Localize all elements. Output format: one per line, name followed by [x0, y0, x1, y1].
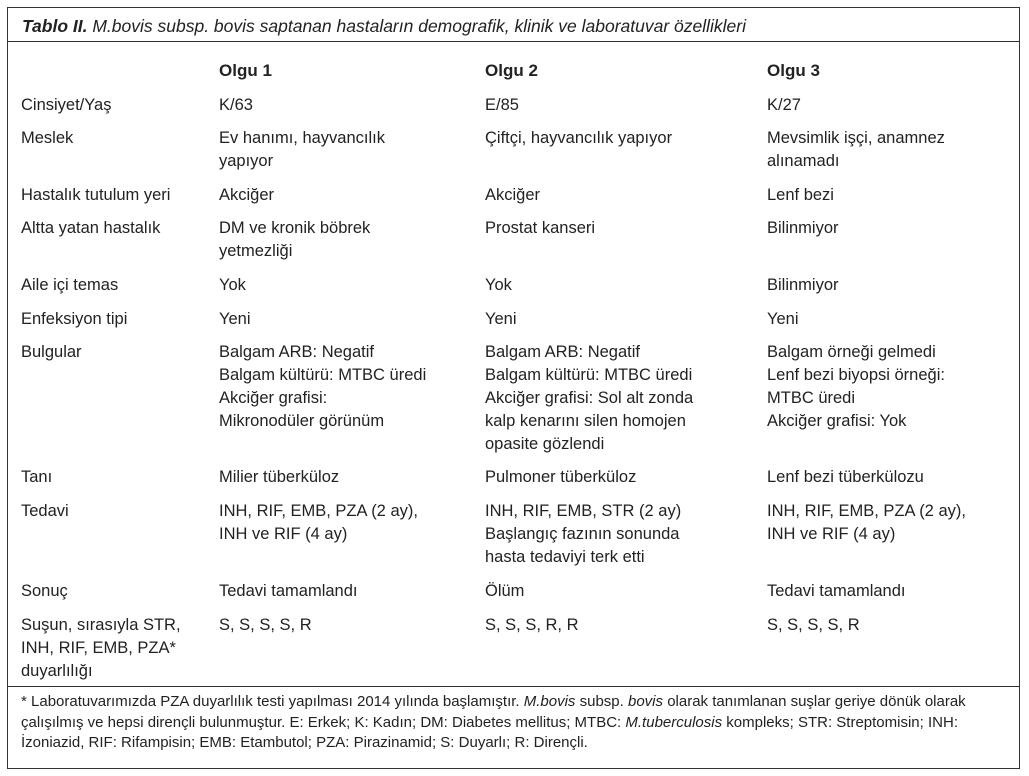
cell-olgu-3-line: INH, RIF, EMB, PZA (2 ay),	[767, 502, 966, 520]
row-label-line: Tedavi	[21, 502, 69, 520]
cell-olgu-3	[767, 308, 1007, 331]
cell-olgu-3	[767, 500, 1007, 546]
cell-olgu-2-line: kalp kenarını silen homojen	[485, 412, 686, 430]
cell-olgu-2-line: Balgam kültürü: MTBC üredi	[485, 366, 693, 384]
cell-olgu-1-line: Ev hanımı, hayvancılık	[219, 129, 385, 147]
cell-olgu-2-line: S, S, S, R, R	[485, 616, 579, 634]
cell-olgu-2-line: Pulmoner tüberküloz	[485, 468, 637, 486]
cell-olgu-1	[219, 308, 479, 331]
cell-olgu-1-line: Milier tüberküloz	[219, 468, 340, 486]
cell-olgu-1-line: yetmezliği	[219, 242, 293, 260]
row-label-line: duyarlılığı	[21, 662, 93, 680]
cell-olgu-3-line: Lenf bezi tüberkülozu	[767, 468, 924, 486]
cell-olgu-3	[767, 217, 1007, 240]
row-label	[21, 614, 206, 683]
row-label-line: INH, RIF, EMB, PZA*	[21, 639, 176, 657]
cell-olgu-1	[219, 184, 479, 207]
footnote-text-4: kompleks; STR: Streptomisin; INH: İzoniazid, RIF: Rifampisin; EMB: Etambutol; PZA: Pirazinamid; S: Duyarlı; R: Dirençli.	[21, 713, 958, 751]
cell-olgu-3	[767, 127, 1007, 173]
cell-olgu-3-line: Akciğer grafisi: Yok	[767, 412, 907, 430]
cell-olgu-3-line: K/27	[767, 96, 801, 114]
row-label	[21, 184, 206, 207]
cell-olgu-3	[767, 94, 1007, 117]
cell-olgu-1	[219, 94, 479, 117]
row-label-line: Meslek	[21, 129, 74, 147]
footnote-species: M.bovis	[523, 693, 576, 710]
footnote	[21, 692, 1011, 754]
cell-olgu-1	[219, 217, 479, 263]
cell-olgu-1-line: S, S, S, S, R	[219, 616, 312, 634]
cell-olgu-2	[485, 308, 755, 331]
row-label	[21, 466, 206, 489]
row-label	[21, 274, 206, 297]
cell-olgu-2	[485, 466, 755, 489]
cell-olgu-1-line: K/63	[219, 96, 253, 114]
cell-olgu-1	[219, 127, 479, 173]
cell-olgu-2-line: Akciğer grafisi: Sol alt zonda	[485, 389, 694, 407]
cell-olgu-1	[219, 274, 479, 297]
row-label	[21, 500, 206, 523]
cell-olgu-1-line: yapıyor	[219, 152, 274, 170]
cell-olgu-2-line: hasta tedaviyi terk etti	[485, 548, 645, 566]
footnote-text-1: * Laboratuvarımızda PZA duyarlılık testi yapılması 2014 yılında başlamıştır.	[21, 693, 520, 710]
cell-olgu-3-line: MTBC üredi	[767, 389, 856, 407]
row-label-line: Suşun, sırasıyla STR,	[21, 616, 181, 634]
row-label	[21, 341, 206, 364]
cell-olgu-2-line: Akciğer	[485, 186, 541, 204]
row-label	[21, 217, 206, 240]
cell-olgu-1	[219, 466, 479, 489]
cell-olgu-1-line: Tedavi tamamlandı	[219, 582, 358, 600]
cell-olgu-1-line: Yeni	[219, 310, 251, 328]
row-label	[21, 94, 206, 117]
cell-olgu-2	[485, 614, 755, 637]
cell-olgu-2-line: Prostat kanseri	[485, 219, 596, 237]
column-header-olgu-3: Olgu 3	[767, 61, 820, 80]
row-label-line: Cinsiyet/Yaş	[21, 96, 112, 114]
footnote-divider	[8, 686, 1020, 687]
table-title	[8, 8, 1020, 42]
row-label-line: Aile içi temas	[21, 276, 119, 294]
cell-olgu-2	[485, 94, 755, 117]
cell-olgu-2	[485, 580, 755, 603]
cell-olgu-3	[767, 580, 1007, 603]
cell-olgu-2-line: Ölüm	[485, 582, 525, 600]
cell-olgu-1	[219, 341, 479, 433]
row-label-line: Hastalık tutulum yeri	[21, 186, 171, 204]
cell-olgu-2	[485, 341, 755, 456]
cell-olgu-3	[767, 274, 1007, 297]
cell-olgu-2	[485, 184, 755, 207]
cell-olgu-1	[219, 614, 479, 637]
cell-olgu-1-line: DM ve kronik böbrek	[219, 219, 371, 237]
cell-olgu-1-line: INH, RIF, EMB, PZA (2 ay),	[219, 502, 418, 520]
cell-olgu-3	[767, 614, 1007, 637]
cell-olgu-3-line: INH ve RIF (4 ay)	[767, 525, 896, 543]
footnote-mtb: M.tuberculosis	[625, 713, 723, 731]
cell-olgu-2-line: Çiftçi, hayvancılık yapıyor	[485, 129, 673, 147]
cell-olgu-2-line: Başlangıç fazının sonunda	[485, 525, 680, 543]
cell-olgu-2	[485, 127, 755, 150]
cell-olgu-2-line: E/85	[485, 96, 519, 114]
cell-olgu-3-line: Bilinmiyor	[767, 276, 839, 294]
cell-olgu-2	[485, 217, 755, 240]
cell-olgu-3	[767, 184, 1007, 207]
cell-olgu-3-line: Yeni	[767, 310, 799, 328]
footnote-text-2: subsp.	[579, 693, 624, 710]
cell-olgu-3-line: Mevsimlik işçi, anamnez	[767, 129, 945, 147]
cell-olgu-3-line: Lenf bezi biyopsi örneği:	[767, 366, 945, 384]
row-label	[21, 580, 206, 603]
row-label-line: Altta yatan hastalık	[21, 219, 161, 237]
row-label	[21, 308, 206, 331]
cell-olgu-2-line: Yeni	[485, 310, 517, 328]
cell-olgu-1-line: Balgam ARB: Negatif	[219, 343, 374, 361]
cell-olgu-1-line: Akciğer grafisi:	[219, 389, 328, 407]
row-label-line: Enfeksiyon tipi	[21, 310, 128, 328]
cell-olgu-3-line: Tedavi tamamlandı	[767, 582, 906, 600]
cell-olgu-1-line: Yok	[219, 276, 246, 294]
cell-olgu-3	[767, 341, 1007, 433]
row-label	[21, 127, 206, 150]
cell-olgu-3-line: alınamadı	[767, 152, 840, 170]
row-label-line: Sonuç	[21, 582, 68, 600]
footnote-text-3: olarak tanımlanan suşlar geriye dönük olarak çalışılmış ve hepsi dirençli bulunmuştur. E: Erkek; K: Kadın; DM: Diabetes mellitus; MTBC:	[21, 693, 966, 731]
column-header-olgu-1: Olgu 1	[219, 61, 272, 80]
column-header-olgu-2: Olgu 2	[485, 61, 538, 80]
cell-olgu-2-line: opasite gözlendi	[485, 435, 605, 453]
cell-olgu-2-line: Balgam ARB: Negatif	[485, 343, 640, 361]
cell-olgu-2	[485, 274, 755, 297]
footnote-subspecies: bovis	[627, 693, 664, 710]
cell-olgu-3-line: S, S, S, S, R	[767, 616, 860, 634]
row-label-line: Bulgular	[21, 343, 82, 361]
cell-olgu-3-line: Balgam örneği gelmedi	[767, 343, 936, 361]
cell-olgu-1-line: Akciğer	[219, 186, 275, 204]
cell-olgu-2	[485, 500, 755, 569]
cell-olgu-1-line: INH ve RIF (4 ay)	[219, 525, 348, 543]
cell-olgu-1-line: Mikronodüler görünüm	[219, 412, 385, 430]
cell-olgu-2-line: INH, RIF, EMB, STR (2 ay)	[485, 502, 682, 520]
cell-olgu-3	[767, 466, 1007, 489]
table-number: Tablo II.	[22, 16, 88, 36]
cell-olgu-1	[219, 580, 479, 603]
table-caption: M.bovis subsp. bovis saptanan hastaların demografik, klinik ve laboratuvar özellikleri	[92, 16, 746, 36]
cell-olgu-3-line: Lenf bezi	[767, 186, 834, 204]
row-label-line: Tanı	[21, 468, 53, 486]
cell-olgu-1-line: Balgam kültürü: MTBC üredi	[219, 366, 427, 384]
cell-olgu-1	[219, 500, 479, 546]
cell-olgu-3-line: Bilinmiyor	[767, 219, 839, 237]
cell-olgu-2-line: Yok	[485, 276, 512, 294]
